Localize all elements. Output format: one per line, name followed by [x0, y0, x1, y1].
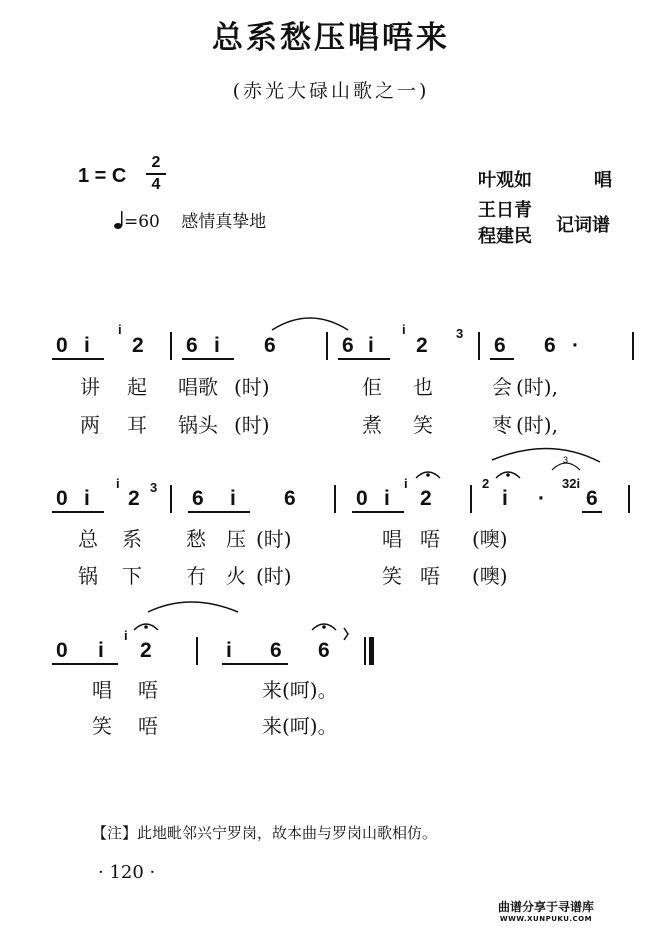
watermark-text: 曲谱分享于寻谱库: [498, 900, 595, 914]
lyric-syllable: 笑: [382, 564, 402, 588]
grace-note: i: [402, 322, 406, 337]
dotted-note: ·: [538, 487, 545, 510]
lyric-syllable: 冇: [186, 564, 206, 588]
underline-beam: [338, 358, 390, 360]
breath-mark-icon: [344, 628, 348, 640]
lyric-syllable: 火: [226, 564, 246, 588]
fermata-dot: [506, 473, 510, 477]
jianpu-note: i: [368, 334, 374, 357]
time-signature-top: 2: [151, 154, 161, 171]
lyric-syllable: 锅: [78, 564, 98, 588]
lyric-syllable: 唱: [92, 678, 112, 702]
grace-note: i: [116, 476, 120, 491]
jianpu-note: i: [84, 334, 90, 357]
underline-beam: [52, 511, 104, 513]
jianpu-note: 6: [270, 639, 282, 662]
jianpu-note: 6: [186, 334, 198, 357]
jianpu-note: 0: [356, 487, 368, 510]
watermark-url: WWW.XUNPUKU.COM: [499, 915, 593, 923]
jianpu-note: i: [214, 334, 220, 357]
jianpu-note: 6: [264, 334, 276, 357]
lyric-syllable: 压: [226, 527, 246, 551]
jianpu-note: 6: [494, 334, 506, 357]
lyric-syllable: 煮: [362, 413, 382, 437]
lyric-syllable: 耳: [127, 413, 147, 437]
lyric-syllable: (时): [256, 564, 292, 588]
jianpu-note: 6: [586, 487, 598, 510]
bar-line: [470, 485, 472, 513]
transcriber-two: 程建民: [478, 226, 532, 247]
lyric-syllable: 来(呵)。: [262, 714, 338, 738]
lyric-syllable: 唔: [420, 564, 440, 588]
slur-arc: [272, 318, 348, 330]
dotted-note: ·: [572, 334, 579, 357]
jianpu-note: 6: [318, 639, 330, 662]
lyric-syllable: 起: [127, 375, 147, 399]
lyric-syllable: (时),: [516, 375, 558, 399]
grace-note: 3: [150, 480, 158, 495]
underline-beam: [188, 511, 250, 513]
jianpu-note: 2: [416, 334, 428, 357]
tempo-expression: 感情真挚地: [181, 212, 267, 232]
final-bar-thick: [369, 637, 374, 665]
lyric-syllable: 枣: [492, 413, 512, 437]
lyric-syllable: (时): [256, 527, 292, 551]
lyric-syllable: 唔: [138, 714, 158, 738]
lyric-syllable: (噢): [472, 527, 508, 551]
bar-line: [326, 332, 328, 360]
jianpu-note: 6: [284, 487, 296, 510]
underline-beam: [222, 663, 288, 665]
jianpu-note: 0: [56, 639, 68, 662]
jianpu-note: i: [502, 487, 508, 510]
lyric-syllable: 唔: [420, 527, 440, 551]
singer-role: 唱: [594, 170, 612, 191]
watermark: [498, 898, 594, 923]
jianpu-note: 2: [128, 487, 140, 510]
lyric-syllable: 总: [78, 527, 98, 551]
lyric-syllable: 愁: [186, 527, 206, 551]
jianpu-note: 0: [56, 334, 68, 357]
lyric-syllable: 下: [122, 564, 142, 588]
transcriber-one: 王日青: [478, 200, 532, 221]
lyric-syllable: 也: [413, 375, 433, 399]
jianpu-note: 2: [140, 639, 152, 662]
time-signature-bottom: 4: [151, 176, 161, 193]
final-bar-line: [364, 637, 366, 665]
singer-name: 叶观如: [478, 170, 532, 191]
fermata-dot: [322, 625, 326, 629]
lyric-syllable: 唱: [382, 527, 402, 551]
underline-beam: [182, 358, 234, 360]
fermata-dot: [144, 625, 148, 629]
lyric-syllable: 锅头: [178, 413, 218, 437]
bar-line: [196, 637, 198, 665]
grace-note: i: [118, 322, 122, 337]
grace-note: 32i: [562, 476, 581, 491]
bar-line: [478, 332, 480, 360]
underline-beam: [352, 511, 404, 513]
grace-note: 3: [456, 326, 464, 341]
jianpu-note: 0: [56, 487, 68, 510]
triplet-number: 3: [563, 455, 569, 465]
bar-line: [632, 332, 634, 360]
lyric-syllable: (时): [234, 375, 270, 399]
grace-note: i: [124, 628, 128, 643]
lyric-syllable: 唱歌: [178, 375, 218, 399]
jianpu-note: 2: [420, 487, 432, 510]
jianpu-note: i: [226, 639, 232, 662]
page-number: · 120 ·: [98, 862, 156, 883]
key-signature: 1 = C: [78, 165, 127, 187]
slur-arc: [492, 448, 600, 462]
underline-beam: [582, 511, 602, 513]
lyric-syllable: (时): [234, 413, 270, 437]
fermata-dot: [426, 473, 430, 477]
jianpu-note: i: [384, 487, 390, 510]
lyric-syllable: 笑: [92, 714, 112, 738]
jianpu-note: 2: [132, 334, 144, 357]
transcriber-role: 记词谱: [556, 215, 610, 236]
tempo-value: =60: [124, 212, 160, 232]
grace-note: 2: [482, 476, 490, 491]
bar-line: [170, 332, 172, 360]
lyric-syllable: 会: [492, 375, 512, 399]
song-title: 总系愁压唱唔来: [212, 20, 450, 56]
underline-beam: [52, 663, 118, 665]
jianpu-note: 6: [544, 334, 556, 357]
underline-beam: [490, 358, 514, 360]
lyric-syllable: (时),: [516, 413, 558, 437]
bar-line: [170, 485, 172, 513]
lyric-syllable: 讲: [80, 375, 100, 399]
underline-beam: [52, 358, 104, 360]
lyric-syllable: 系: [122, 527, 142, 551]
jianpu-note: 6: [192, 487, 204, 510]
footnote: 【注】此地毗邻兴宁罗岗，故本曲与罗岗山歌相仿。: [92, 824, 438, 842]
slur-arc: [148, 602, 238, 612]
lyric-syllable: 两: [80, 413, 100, 437]
jianpu-note: i: [98, 639, 104, 662]
bar-line: [334, 485, 336, 513]
jianpu-note: i: [84, 487, 90, 510]
lyric-syllable: (噢): [472, 564, 508, 588]
lyric-syllable: 唔: [138, 678, 158, 702]
jianpu-note: i: [230, 487, 236, 510]
bar-line: [628, 485, 630, 513]
grace-note: i: [404, 476, 408, 491]
lyric-syllable: 来(呵)。: [262, 678, 338, 702]
lyric-syllable: 佢: [362, 375, 382, 399]
jianpu-note: 6: [342, 334, 354, 357]
song-subtitle: (赤光大碌山歌之一): [232, 80, 430, 102]
lyric-syllable: 笑: [413, 413, 433, 437]
